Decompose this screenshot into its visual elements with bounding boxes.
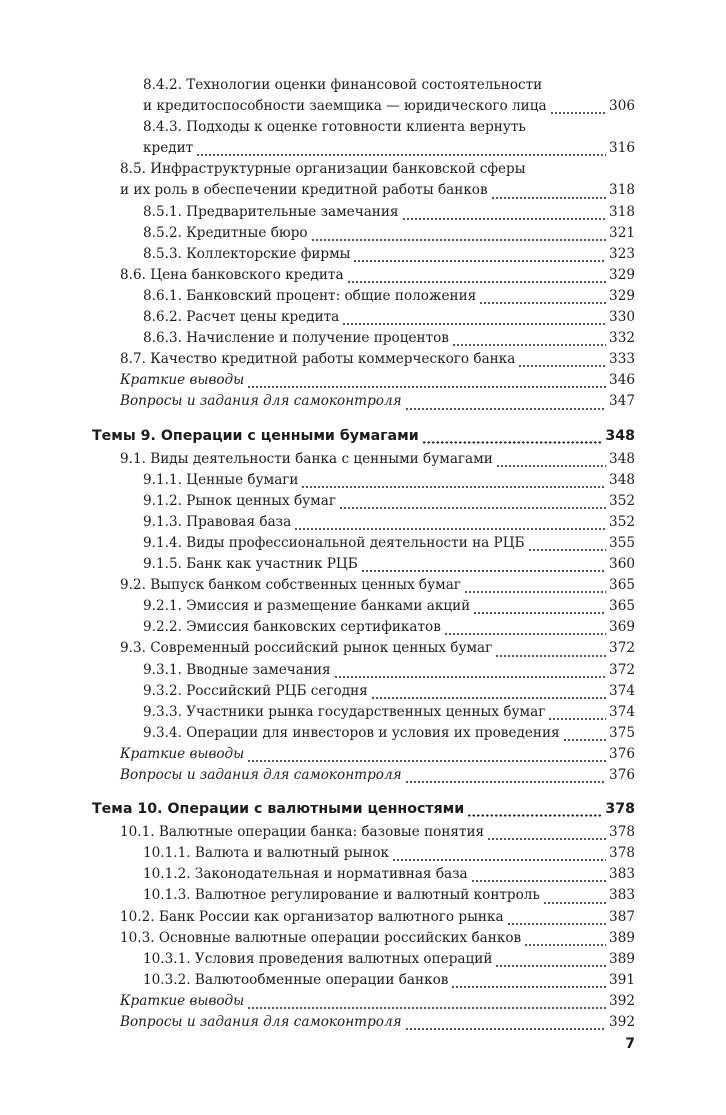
toc-entry-page: 352 <box>609 513 635 530</box>
toc-entry-page: 330 <box>609 309 635 326</box>
toc-entry-page: 369 <box>609 619 635 636</box>
toc-entry <box>0 161 726 182</box>
toc-entry <box>0 887 726 908</box>
toc-entry <box>0 824 726 845</box>
toc-entry-title: 9.1.4. Виды профессиональной деятельности на РЦБ <box>143 534 525 551</box>
toc-entry-title: 9.2.1. Эмиссия и размещение банками акций <box>143 598 471 615</box>
toc-entry-title: 10.2. Банк России как организатор валютного рынка <box>120 908 504 925</box>
toc-entry <box>0 556 726 577</box>
dot-leader <box>311 239 606 241</box>
toc-entry-page: 376 <box>609 767 635 783</box>
toc-entry-title: 9.1.1. Ценные бумаги <box>143 471 299 488</box>
toc-entry-page: 391 <box>609 971 635 988</box>
dot-leader <box>247 1007 606 1009</box>
toc-entry-page: 392 <box>609 992 635 1009</box>
toc-entry-title: Темы 9. Операции с ценными бумагами <box>92 427 419 444</box>
dot-leader <box>339 507 606 509</box>
toc-entry-page: 347 <box>609 393 635 410</box>
dot-leader <box>301 486 606 488</box>
toc-entry-title: Краткие выводы <box>120 992 245 1009</box>
dot-leader <box>422 441 603 444</box>
toc-entry-title: Тема 10. Операции с валютными ценностями <box>92 801 465 818</box>
toc-entry-title: и кредитоспособности заемщика — юридического лица <box>143 98 547 115</box>
toc-entry-page: 333 <box>609 351 635 368</box>
toc-entry-page: 348 <box>609 450 635 467</box>
page-number: 7 <box>625 1036 635 1052</box>
dot-leader <box>563 739 606 741</box>
toc-entry <box>0 451 726 472</box>
dot-leader <box>495 965 606 967</box>
dot-leader <box>496 465 606 467</box>
toc-entry <box>0 393 726 414</box>
toc-entry-title: 9.1. Виды деятельности банка с ценными бумагами <box>120 450 493 467</box>
toc-entry-page: 383 <box>609 887 635 904</box>
toc-entry <box>0 119 726 140</box>
toc-entry <box>0 619 726 640</box>
dot-leader <box>247 760 606 762</box>
toc-entry <box>0 972 726 993</box>
toc-entry-title: 8.5.3. Коллекторские фирмы <box>143 245 351 262</box>
toc-entry-page: 376 <box>609 745 635 762</box>
toc-entry-title: 8.7. Качество кредитной работы коммерческого банка <box>120 351 516 368</box>
toc-entry <box>0 140 726 161</box>
toc-entry <box>0 493 726 514</box>
toc-entry <box>0 845 726 866</box>
toc-entry-title: 8.5.2. Кредитные бюро <box>143 224 308 241</box>
toc-entry-title: 8.6. Цена банковского кредита <box>120 266 344 283</box>
dot-leader <box>371 697 606 699</box>
toc-entry <box>0 182 726 203</box>
toc-entry-page: 378 <box>605 801 635 818</box>
toc-entry <box>0 767 726 788</box>
toc-entry-page: 365 <box>609 577 635 594</box>
table-of-contents <box>0 77 726 1035</box>
toc-entry-page: 346 <box>609 372 635 389</box>
toc-entry <box>0 951 726 972</box>
toc-entry <box>0 725 726 746</box>
toc-entry-page: 387 <box>609 908 635 925</box>
toc-entry-page: 329 <box>609 266 635 283</box>
toc-entry-title: 8.5. Инфраструктурные организации банковской сферы <box>120 161 526 178</box>
toc-entry-title: 9.3.1. Вводные замечания <box>143 661 331 678</box>
dot-leader <box>405 781 606 783</box>
toc-entry-page: 360 <box>609 556 635 573</box>
toc-entry <box>0 309 726 330</box>
toc-entry-title: 9.3.3. Участники рынка государственных ценных бумаг <box>143 703 546 720</box>
dot-leader <box>479 302 606 304</box>
toc-entry-title: Вопросы и задания для самоконтроля <box>120 393 402 410</box>
toc-entry-title: 9.1.2. Рынок ценных бумаг <box>143 492 336 509</box>
toc-entry <box>0 204 726 225</box>
dot-leader <box>452 344 606 346</box>
toc-entry-page: 378 <box>609 845 635 862</box>
toc-entry-title: 9.3.2. Российский РЦБ сегодня <box>143 682 368 699</box>
toc-entry <box>0 577 726 598</box>
toc-entry <box>0 246 726 267</box>
dot-leader <box>491 197 606 199</box>
dot-leader <box>196 154 606 156</box>
toc-entry-page: 365 <box>609 598 635 615</box>
toc-entry-page: 323 <box>609 245 635 262</box>
toc-entry-title: 10.1.2. Законодательная и нормативная база <box>143 866 468 883</box>
dot-leader <box>543 902 606 904</box>
dot-leader <box>467 814 602 817</box>
dot-leader <box>347 281 607 283</box>
toc-entry-page: 318 <box>609 203 635 220</box>
toc-entry-title: 8.6.1. Банковский процент: общие положения <box>143 287 477 304</box>
toc-entry <box>0 514 726 535</box>
toc-entry-title: 8.6.3. Начисление и получение процентов <box>143 330 449 347</box>
dot-leader <box>524 944 606 946</box>
toc-entry-page: 374 <box>609 703 635 720</box>
toc-entry-page: 355 <box>609 534 635 551</box>
dot-leader <box>495 655 606 657</box>
toc-entry-page: 321 <box>609 224 635 241</box>
toc-entry-page: 374 <box>609 682 635 699</box>
toc-entry <box>0 472 726 493</box>
dot-leader <box>548 718 606 720</box>
dot-leader <box>392 859 606 861</box>
toc-entry-page: 332 <box>609 330 635 347</box>
toc-heading <box>0 428 726 449</box>
toc-entry <box>0 535 726 556</box>
dot-leader <box>294 528 606 530</box>
toc-entry <box>0 98 726 119</box>
toc-entry <box>0 267 726 288</box>
toc-entry <box>0 683 726 704</box>
toc-entry <box>0 330 726 351</box>
toc-entry-title: 10.3.1. Условия проведения валютных операций <box>143 950 493 967</box>
toc-entry <box>0 1014 726 1035</box>
toc-entry-title: 10.1.3. Валютное регулирование и валютный контроль <box>143 887 540 904</box>
toc-heading <box>0 801 726 822</box>
toc-entry <box>0 909 726 930</box>
dot-leader <box>550 112 606 114</box>
toc-entry <box>0 77 726 98</box>
toc-entry-page: 348 <box>605 427 635 444</box>
dot-leader <box>402 218 607 220</box>
dot-leader <box>487 838 606 840</box>
toc-entry-title: 8.5.1. Предварительные замечания <box>143 203 399 220</box>
dot-leader <box>507 923 606 925</box>
toc-entry-page: 306 <box>609 98 635 115</box>
toc-entry-page: 372 <box>609 661 635 678</box>
toc-entry <box>0 288 726 309</box>
toc-entry-title: 8.6.2. Расчет цены кредита <box>143 309 340 326</box>
toc-entry <box>0 930 726 951</box>
toc-entry-title: 10.3.2. Валютообменные операции банков <box>143 971 449 988</box>
toc-entry-title: 9.1.5. Банк как участник РЦБ <box>143 556 358 573</box>
toc-entry-page: 352 <box>609 492 635 509</box>
toc-entry <box>0 351 726 372</box>
toc-entry-page: 348 <box>609 471 635 488</box>
toc-entry <box>0 640 726 661</box>
dot-leader <box>353 260 606 262</box>
toc-entry <box>0 866 726 887</box>
toc-entry-page: 316 <box>609 140 635 157</box>
toc-entry-page: 375 <box>609 724 635 741</box>
toc-entry-page: 392 <box>609 1014 635 1031</box>
toc-entry-page: 329 <box>609 287 635 304</box>
dot-leader <box>464 591 606 593</box>
dot-leader <box>518 365 606 367</box>
toc-entry <box>0 746 726 767</box>
toc-entry-title: и их роль в обеспечении кредитной работы банков <box>120 182 488 199</box>
toc-entry <box>0 662 726 683</box>
toc-entry-title: 9.2.2. Эмиссия банковских сертификатов <box>143 619 441 636</box>
toc-entry-title: 10.1. Валютные операции банка: базовые понятия <box>120 824 485 841</box>
dot-leader <box>444 633 606 635</box>
toc-entry-page: 318 <box>609 182 635 199</box>
dot-leader <box>342 323 606 325</box>
toc-entry-title: 9.3.4. Операции для инвесторов и условия их проведения <box>143 724 560 741</box>
dot-leader <box>334 676 606 678</box>
toc-entry <box>0 598 726 619</box>
toc-entry-title: Вопросы и задания для самоконтроля <box>120 1014 402 1031</box>
toc-entry <box>0 225 726 246</box>
toc-entry-page: 389 <box>609 929 635 946</box>
dot-leader <box>247 386 606 388</box>
toc-entry-title: 8.4.2. Технологии оценки финансовой состоятельности <box>143 77 543 93</box>
dot-leader <box>361 570 606 572</box>
toc-entry-title: 10.1.1. Валюта и валютный рынок <box>143 845 390 862</box>
toc-entry <box>0 704 726 725</box>
toc-entry <box>0 372 726 393</box>
toc-entry-page: 378 <box>609 824 635 841</box>
toc-entry-page: 372 <box>609 640 635 657</box>
dot-leader <box>528 549 606 551</box>
dot-leader <box>405 408 606 410</box>
toc-entry-title: 9.3. Современный российский рынок ценных бумаг <box>120 640 493 657</box>
toc-entry-title: 8.4.3. Подходы к оценке готовности клиента вернуть <box>143 119 526 136</box>
toc-entry-title: 10.3. Основные валютные операции российских банков <box>120 929 522 946</box>
toc-entry-title: 9.1.3. Правовая база <box>143 513 292 530</box>
dot-leader <box>405 1028 606 1030</box>
toc-entry-title: Краткие выводы <box>120 372 245 389</box>
toc-entry-page: 383 <box>609 866 635 883</box>
dot-leader <box>451 986 606 988</box>
toc-entry-title: 9.2. Выпуск банком собственных ценных бумаг <box>120 577 461 594</box>
toc-entry-title: Вопросы и задания для самоконтроля <box>120 767 402 783</box>
dot-leader <box>471 880 606 882</box>
toc-entry-title: кредит <box>143 140 194 157</box>
toc-entry-page: 389 <box>609 950 635 967</box>
toc-entry <box>0 993 726 1014</box>
dot-leader <box>473 612 606 614</box>
toc-entry-title: Краткие выводы <box>120 745 245 762</box>
